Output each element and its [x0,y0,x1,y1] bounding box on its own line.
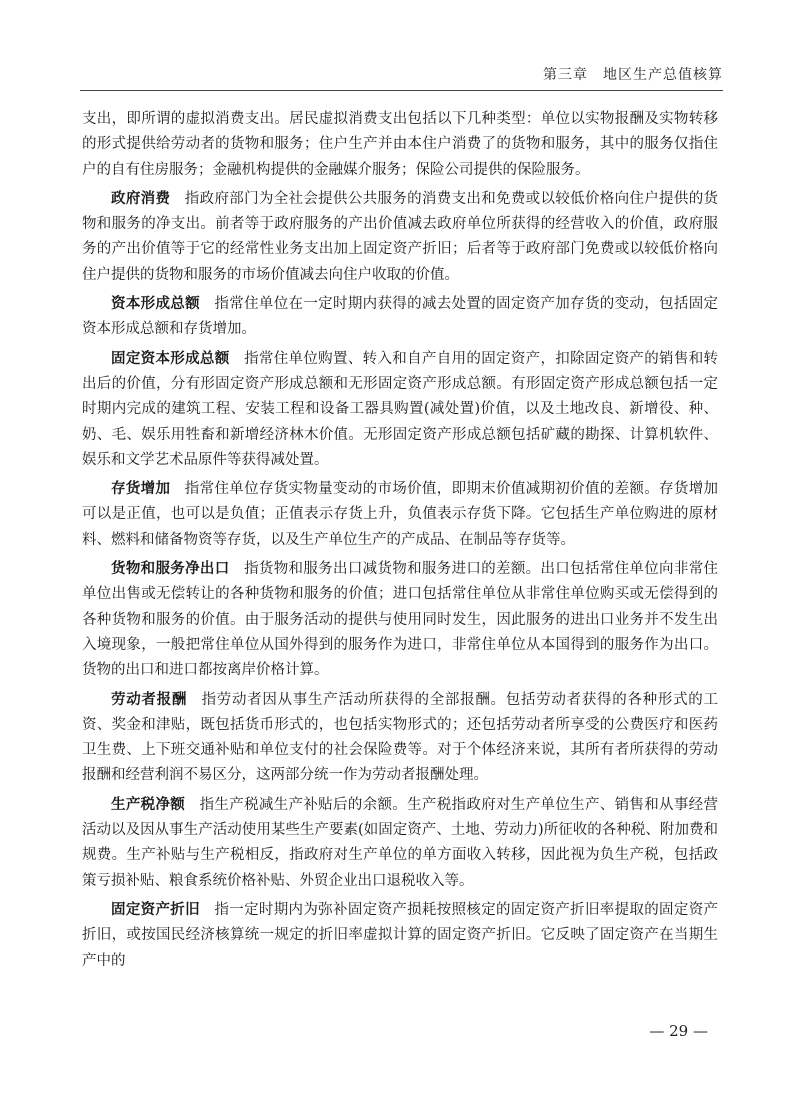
definition-text: 指常住单位购置、转入和自产自用的固定资产，扣除固定资产的销售和转出后的价值，分有形固定资产形成总额和无形固定资产形成总额。有形固定资产形成总额包括一定时期内完成的建筑工程、安装工程和设备工器具购置(减处置)价值，以及土地改良、新增役、种、奶、毛、娱乐用牲畜和新增经济林木价值。无形固定资产形成总额包括矿藏的勘探、计算机软件、娱乐和文学艺术品原件等获得减处置。 [82,350,719,468]
definition-text: 指生产税减生产补贴后的余额。生产税指政府对生产单位生产、销售和从事经营活动以及因从事生产活动使用某些生产要素(如固定资产、土地、劳动力)所征收的各种税、附加费和规费。生产补贴与生产税相反，指政府对生产单位的单方面收入转移，因此视为负生产税，包括政策亏损补贴、粮食系统价格补贴、外贸企业出口退税收入等。 [82,796,719,889]
definition-term: 资本形成总额 [111,296,200,313]
definition-paragraph [82,477,718,553]
definition-term: 劳动者报酬 [111,691,188,708]
definition-term: 存货增加 [111,481,171,498]
page-number: — 29 — [649,1022,708,1040]
definition-term: 政府消费 [111,190,171,207]
opening-paragraph: 支出，即所谓的虚拟消费支出。居民虚拟消费支出包括以下几种类型：单位以实物报酬及实物转移的形式提供给劳动者的货物和服务；住户生产并由本住户消费了的货物和服务，其中的服务仅指住户的自有住房服务；金融机构提供的金融媒介服务；保险公司提供的保险服务。 [82,111,718,178]
definition-text: 指常住单位在一定时期内获得的减去处置的固定资产加存货的变动，包括固定资本形成总额和存货增加。 [82,296,719,338]
definition-text: 指一定时期内为弥补固定资产损耗按照核定的固定资产折旧率提取的固定资产折旧，或按国民经济核算统一规定的折旧率虚拟计算的固定资产折旧。它反映了固定资产在当期生产中的 [82,901,719,969]
definition-paragraph [82,347,718,473]
header-divider [80,90,723,91]
definition-paragraph [82,187,718,288]
definition-paragraph [82,793,718,894]
definition-text: 指政府部门为全社会提供公共服务的消费支出和免费或以较低价格向住户提供的货物和服务的净支出。前者等于政府服务的产出价值减去政府单位所获得的经营收入的价值，政府服务的产出价值等于它的经常性业务支出加上固定资产折旧；后者等于政府部门免费或以较低价格向住户提供的货物和服务的市场价值减去向住户收取的价值。 [82,190,719,283]
definition-term: 固定资产折旧 [111,901,200,918]
definition-paragraph [82,557,718,683]
definition-text: 指常住单位存货实物量变动的市场价值，即期末价值减期初价值的差额。存货增加可以是正值，也可以是负值；正值表示存货上升，负值表示存货下降。它包括生产单位购进的原材料、燃料和储备物资等存货，以及生产单位生产的产成品、在制品等存货等。 [82,481,719,548]
definition-text: 指货物和服务出口减货物和服务进口的差额。出口包括常住单位向非常住单位出售或无偿转让的各种货物和服务的价值；进口包括常住单位从非常住单位购买或无偿得到的各种货物和服务的价值。由于服务活动的提供与使用同时发生，因此服务的进出口业务并不发生出入境现象，一般把常住单位从国外得到的服务作为进口，非常住单位从本国得到的服务作为出口。货物的出口和进口都按离岸价格计算。 [82,561,719,679]
definition-paragraph [82,898,718,974]
definition-term: 货物和服务净出口 [111,561,230,578]
definition-text: 指劳动者因从事生产活动所获得的全部报酬。包括劳动者获得的各种形式的工资、奖金和津贴，既包括货币形式的，也包括实物形式的；还包括劳动者所享受的公费医疗和医药卫生费、上下班交通补贴和单位支付的社会保险费等。对于个体经济来说，其所有者所获得的劳动报酬和经营利润不易区分，这两部分统一作为劳动者报酬处理。 [82,691,719,784]
definition-paragraph [82,688,718,789]
page-body [82,107,718,978]
definition-paragraph [82,292,718,343]
definition-term: 固定资本形成总额 [111,350,230,367]
definition-term: 生产税净额 [111,796,186,813]
running-header: 第三章 地区生产总值核算 [543,67,723,83]
